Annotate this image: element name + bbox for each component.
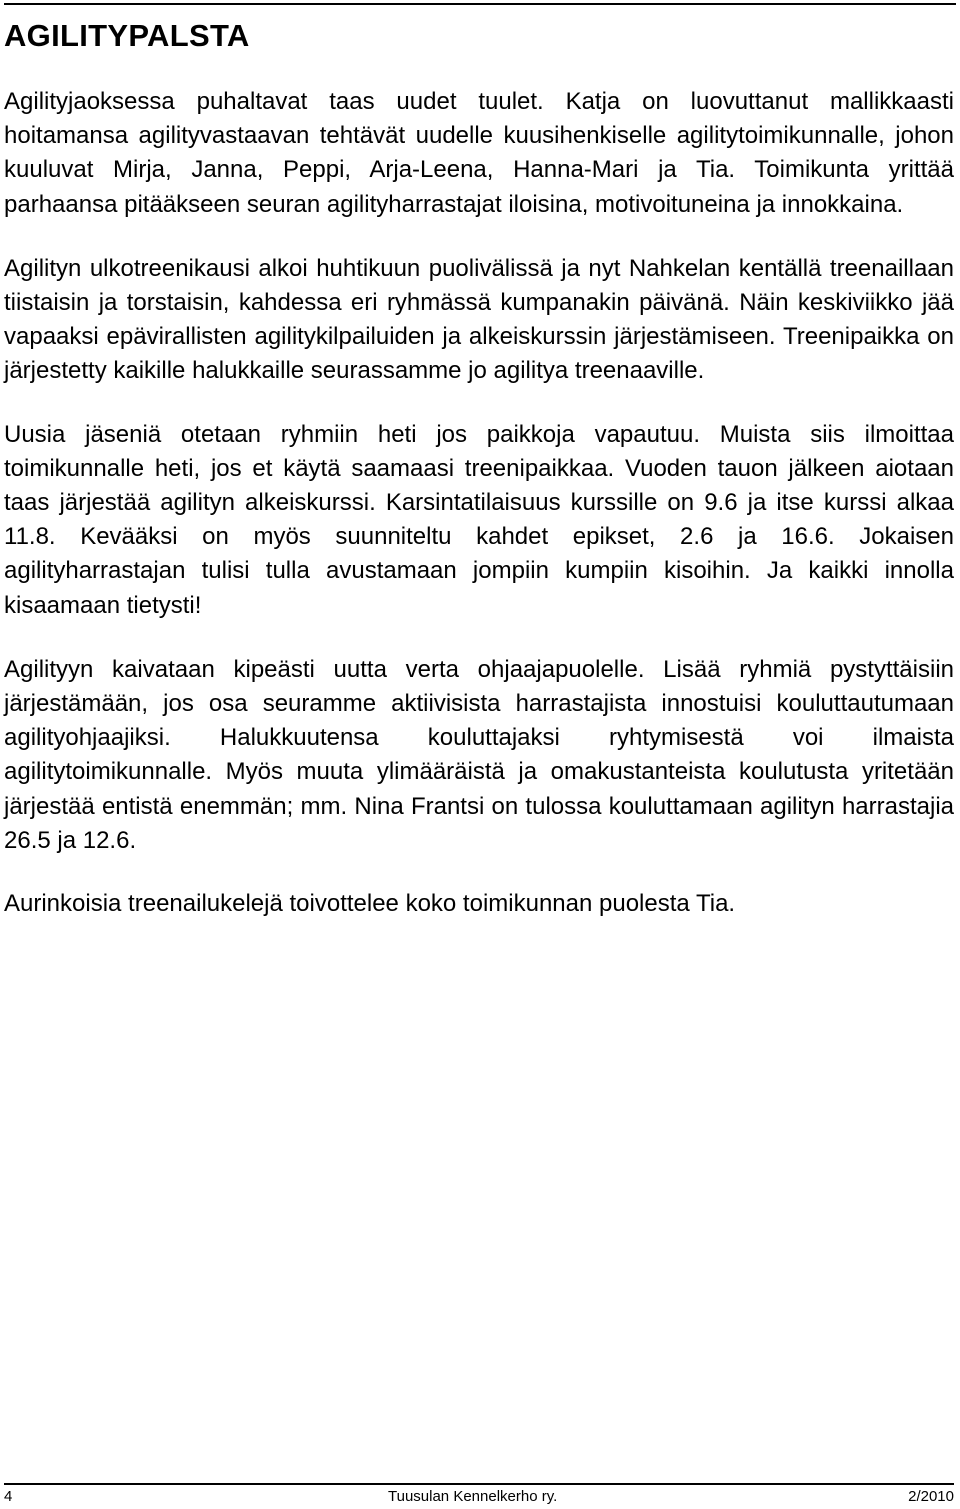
paragraph-4: Agilityyn kaivataan kipeästi uutta verta ohjaajapuolelle. Lisää ryhmiä pystyttäisiin järjestämään, jos osa seuramme aktiivisista harrastajista innostuisi kouluttautumaan agilityohjaajiksi. Halukkuutensa kouluttajaksi ryhtymisestä voi ilmaista agilitytoimikunnalle. Myös muuta ylimääräistä ja omakustanteista koulutusta yritetään järjestää entistä enemmän; mm. Nina Frantsi on tulossa kouluttamaan agilityn harrastajia 26.5 ja 12.6. — [4, 655, 954, 854]
publisher-name: Tuusulan Kennelkerho ry. — [388, 1488, 558, 1505]
paragraph-1: Agilityjaoksessa puhaltavat taas uudet tuulet. Katja on luovuttanut mallikkaasti hoitamansa agilityvastaavan tehtävät uudelle kuusihenkiselle agilitytoimikunnalle, johon kuuluvat Mirja, Janna, Peppi, Arja-Leena, Hanna-Mari ja Tia. Toimikunta yrittää parhaansa pitääkseen seuran agilityharrastajat iloisina, motivoituneina ja innokkaina. — [4, 88, 954, 218]
page-title: AGILITYPALSTA — [4, 18, 250, 53]
footer-rule — [4, 1483, 954, 1485]
page-number: 4 — [4, 1488, 13, 1505]
article-body — [4, 85, 954, 921]
top-rule — [4, 3, 956, 5]
issue-number: 2/2010 — [908, 1488, 954, 1505]
paragraph-3: Uusia jäseniä otetaan ryhmiin heti jos paikkoja vapautuu. Muista siis ilmoittaa toimikunnalle heti, jos et käytä saamaasi treenipaikkaa. Vuoden tauon jälkeen aiotaan taas järjestää agilityn alkeiskurssi. Karsintatilaisuus kurssille on 9.6 ja itse kurssi alkaa 11.8. Kevääksi on myös suunniteltu kahdet epikset, 2.6 ja 16.6. Jokaisen agilityharrastajan tulisi tulla avustamaan jompiin kumpiin kisoihin. Ja kaikki innolla kisaamaan tietysti! — [4, 420, 954, 619]
paragraph-5: Aurinkoisia treenailukelejä toivottelee koko toimikunnan puolesta Tia. — [4, 890, 736, 918]
paragraph-2: Agilityn ulkotreenikausi alkoi huhtikuun puolivälissä ja nyt Nahkelan kentällä treenaillaan tiistaisin ja torstaisin, kahdessa eri ryhmässä kumpanakin päivänä. Näin keskiviikko jää vapaaksi epävirallisten agilitykilpailuiden ja alkeiskurssin järjestämiseen. Treenipaikka on järjestetty kaikille halukkaille seurassamme jo agilitya treenaaville. — [4, 254, 954, 385]
